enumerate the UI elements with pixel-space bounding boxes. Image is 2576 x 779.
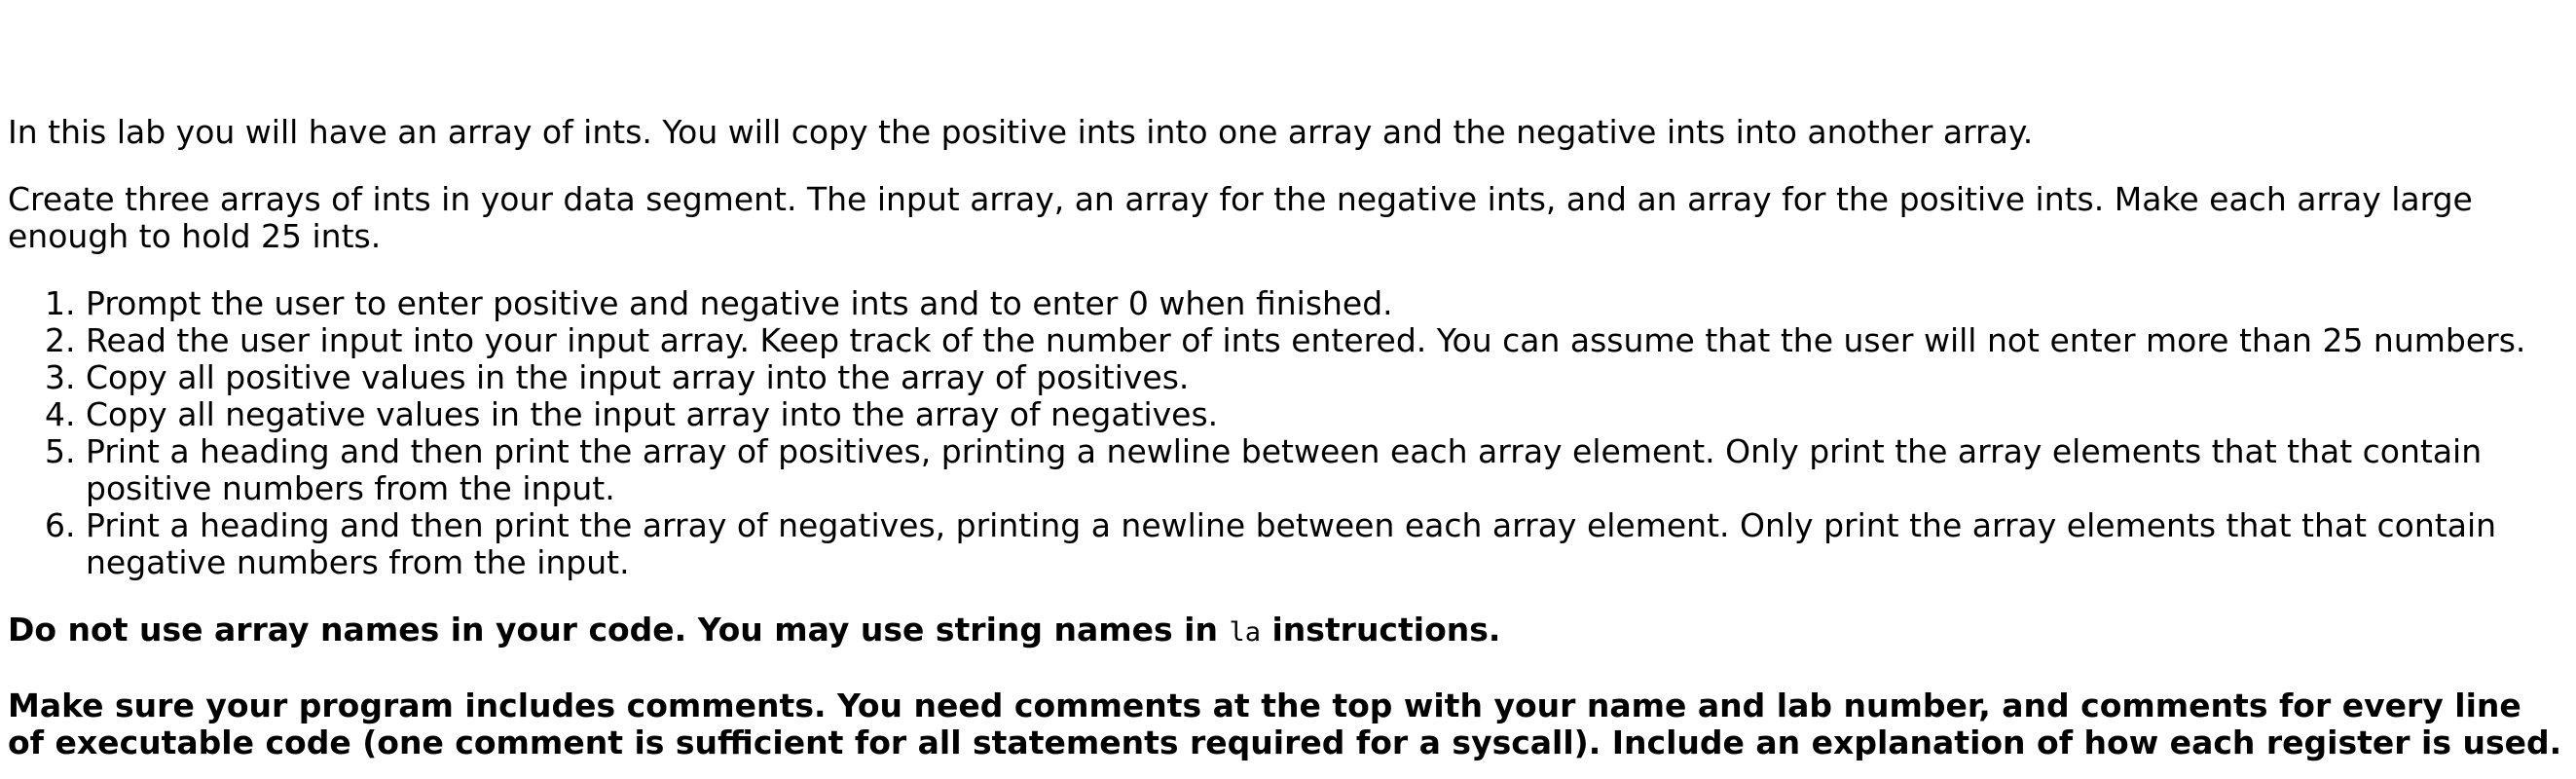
step-item: 4. Copy all negative values in the input array into the array of negatives. (86, 396, 2566, 433)
step-item: 6. Print a heading and then print the array of negatives, printing a newline between each array element. Only print the array elements that that contain negative numbers from the input. (86, 507, 2566, 581)
step-item: 2. Read the user input into your input array. Keep track of the number of ints entered. You can assume that the user will not enter more than 25 numbers. (86, 322, 2566, 359)
array-names-note (8, 612, 2566, 651)
note-text-before: Do not use array names in your code. You may use string names in (8, 611, 1230, 649)
steps-list (8, 285, 2566, 581)
intro-paragraph: In this lab you will have an array of ints. You will copy the positive ints into one array and the negative ints into another array. (8, 113, 2034, 151)
lab-instructions (8, 114, 2566, 761)
la-instruction-code: la (1229, 617, 1261, 648)
arrays-paragraph: Create three arrays of ints in your data segment. The input array, an array for the negative ints, and an array for the positive ints. Make each array large enough to hold 25 ints. (8, 180, 2473, 255)
comments-paragraph: Make sure your program includes comments. You need comments at the top with your name and lab number, and comments for every line of executable code (one comment is sufficient for all statements required for a syscall). Include an explanation of how each register is used. (8, 686, 2562, 761)
step-item: 1. Prompt the user to enter positive and negative ints and to enter 0 when finished. (86, 285, 2566, 322)
step-item: 3. Copy all positive values in the input array into the array of positives. (86, 359, 2566, 396)
step-item: 5. Print a heading and then print the array of positives, printing a newline between each array element. Only print the array elements that that contain positive numbers from the input. (86, 433, 2566, 507)
note-text-after: instructions. (1260, 611, 1501, 649)
